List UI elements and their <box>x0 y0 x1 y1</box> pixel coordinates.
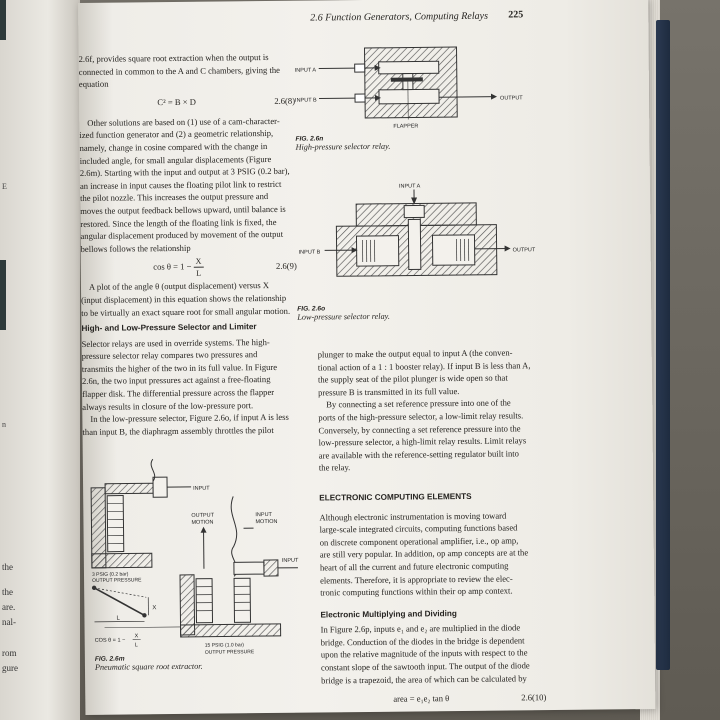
book-cover-edge <box>656 20 670 670</box>
leader-line <box>105 627 181 628</box>
page-number: 225 <box>508 9 524 21</box>
label-input: INPUT <box>193 485 210 492</box>
equation-lhs: cos θ = 1 − <box>153 261 192 272</box>
figure-caption-block <box>295 133 540 152</box>
label-input-b: INPUT B <box>298 249 321 256</box>
text-line: 2.6m). Starting with the input and output at 3 PSIG (0.2 bar), <box>79 165 290 179</box>
equation-number: 2.6(10) <box>521 692 547 703</box>
label-3-psig: 3 PSIG (0.2 bar) <box>91 571 129 578</box>
upper-chamber <box>379 61 439 74</box>
paragraph <box>82 411 298 438</box>
text-line: 2.6n, the two input pressures act against a free-floating <box>81 374 271 387</box>
text-line: tional action of a 1 : 1 booster relay). If input B is less than A, <box>317 359 531 373</box>
equation-2-6-8 <box>79 88 295 116</box>
label-x: X <box>152 605 157 612</box>
output-bellows <box>196 579 212 623</box>
text-line: to be virtually an exact square root for small angular motion. <box>81 305 291 318</box>
flapper-disk <box>391 77 423 81</box>
left-page-fragments <box>2 560 18 676</box>
figure-label: FIG. 2.6o <box>297 305 326 313</box>
text-line: Conversely, by connecting a set reference pressure into the <box>318 422 521 436</box>
text-line: bellows follows the relationship <box>80 242 191 254</box>
equation-body: area = e₁e₂ tan θ <box>393 693 450 704</box>
text-line: an increase in input causes the floating pilot link to restrict <box>79 178 282 191</box>
label-cos: COS θ = 1 − <box>94 637 126 644</box>
paragraph <box>321 621 547 686</box>
text-line: low-pressure selector, a high-limit relay results. Limit relays <box>318 435 527 448</box>
section-heading: High- and Low-Pressure Selector and Limiter <box>81 322 257 334</box>
paragraph <box>319 509 545 600</box>
text-line: moves the output feedback bellows upward, until balance is <box>80 203 286 216</box>
text-line: upon the relative magnitude of the inputs with respect to the <box>320 647 528 660</box>
label-l: L <box>116 615 120 622</box>
text-line: restored. Since the length of the floating link is fixed, the <box>80 216 277 229</box>
text-line: the pilot nozzle. This increases the output pressure and <box>80 191 269 204</box>
left-page-mark: E <box>2 182 7 191</box>
text-line: 2.6f, provides square root extraction when the output is <box>78 51 269 64</box>
label-input-right: INPUT <box>281 557 299 564</box>
input-a-line <box>319 68 379 69</box>
equation-2-6-9 <box>81 253 297 281</box>
text-line: bridge is a trapezoid, the area of which can be calculated by <box>321 672 527 686</box>
figure-caption-block <box>297 303 542 322</box>
text-line: In the low-pressure selector, Figure 2.6o, if input A is less <box>90 412 289 425</box>
text-line: the relay. <box>318 462 351 473</box>
left-fragment: rom <box>2 648 17 658</box>
left-fragment: are. <box>2 602 16 612</box>
left-page-binding <box>0 0 6 40</box>
figure-caption: Low-pressure selector relay. <box>297 311 390 322</box>
lower-chamber <box>379 89 439 104</box>
fraction-bar <box>194 266 204 267</box>
running-header: 2.6 Function Generators, Computing Relays <box>310 10 488 24</box>
pilot-block <box>234 562 264 574</box>
text-line: ports of the high-pressure selector, a low-limit relay results. <box>318 410 524 423</box>
paragraph <box>318 346 544 399</box>
square-root-extractor-diagram <box>83 456 315 663</box>
text-line: constant slope of the sawtooth input. The output of the diode <box>320 660 530 673</box>
label-output-pressure-bottom: OUTPUT PRESSURE <box>204 649 255 656</box>
pilot-plunger <box>408 219 421 269</box>
equation-number: 2.6(9) <box>275 260 297 271</box>
book-page <box>78 0 655 715</box>
input-b-line <box>319 98 379 99</box>
pilot-port <box>264 560 278 576</box>
text-line: pressure selector relay compares two pressures and <box>81 349 258 362</box>
text-line: heart of all the current and future electronic computing <box>319 560 509 573</box>
floating-link <box>94 587 144 616</box>
text-line: are available with the reference-setting regulator built into <box>318 448 520 461</box>
input-bellows <box>234 578 250 622</box>
right-column <box>318 346 547 713</box>
label-input-b: INPUT B <box>295 97 317 104</box>
text-line: A plot of the angle θ (output displacement) versus X <box>88 280 270 293</box>
left-page-binding <box>0 260 6 330</box>
label-output-motion-2: MOTION <box>191 519 214 526</box>
label-output: OUTPUT <box>512 247 536 254</box>
text-line: the supply seat of the pilot plunger is wide open so that <box>317 372 508 385</box>
label-flapper: FLAPPER <box>393 123 419 130</box>
paragraph <box>318 397 544 475</box>
arrow <box>491 94 497 100</box>
arrow <box>505 245 511 251</box>
figure-caption-block <box>95 655 203 672</box>
text-line: always results in closure of the low-pressure port. <box>82 399 254 412</box>
figure-2-6m <box>83 456 315 672</box>
text-line: Although electronic instrumentation is moving toward <box>319 510 507 523</box>
equation-2-6-10 <box>321 684 546 712</box>
text-line: connected in common to the A and C chambers, giving the <box>78 64 280 77</box>
equation-body <box>81 256 276 279</box>
top-arm <box>105 483 153 494</box>
text-line: pressure B is transmitted in its full value. <box>318 385 460 398</box>
text-line: are still very popular. In addition, op amp concepts are at the <box>319 547 529 560</box>
label-output-pressure: OUTPUT PRESSURE <box>92 577 142 584</box>
port-b <box>355 94 365 102</box>
text-line: transmits the higher of the two in its full value. In Figure <box>81 361 278 374</box>
text-line: on discrete component operational amplifier, i.e., op amp, <box>319 535 519 548</box>
paragraph <box>82 335 299 413</box>
paragraph <box>81 279 297 319</box>
text-line: ized function generator and (2) a geometric relationship, <box>79 128 274 141</box>
text-line: flapper disk. The differential pressure across the flapper <box>82 387 275 400</box>
output-line <box>439 97 495 98</box>
high-pressure-selector-diagram <box>294 38 540 131</box>
text-line: elements. Therefore, it is appropriate to review the elec- <box>320 572 513 585</box>
equation-number: 2.6(8) <box>274 96 296 107</box>
port-a <box>355 64 365 72</box>
text-line: Selector relays are used in override systems. The high- <box>81 336 270 349</box>
label-cos-l: L <box>134 642 138 649</box>
text-line: equation <box>78 78 109 90</box>
figure-caption: High-pressure selector relay. <box>295 141 391 152</box>
left-fragment: nal- <box>2 617 16 627</box>
text-line: By connecting a set reference pressure into one of the <box>326 397 511 410</box>
arrowhead <box>201 527 207 533</box>
left-fragment: the <box>2 562 13 572</box>
text-line: Other solutions are based on (1) use of a cam-character- <box>87 115 280 128</box>
equation-body: C² = B × D <box>157 97 197 108</box>
input-a-chamber <box>404 205 424 217</box>
left-page-edge <box>0 0 80 720</box>
text-line: namely, change in cosine compared with the change in <box>79 140 268 153</box>
left-page-mark: n <box>2 420 6 429</box>
numerator: X <box>195 256 202 266</box>
fraction <box>193 256 203 277</box>
figure-2-6o <box>296 178 542 322</box>
label-output-motion: OUTPUT <box>191 512 215 519</box>
label-output: OUTPUT <box>500 95 523 102</box>
text-line: tronic computing functions within their op amp context. <box>320 585 513 598</box>
text-line: In Figure 2.6p, inputs e₁ and e₂ are multiplied in the diode <box>320 622 521 635</box>
label-input-a: INPUT A <box>294 67 317 74</box>
left-column <box>79 51 299 439</box>
nozzle-block <box>153 477 167 497</box>
section-heading: ELECTRONIC COMPUTING ELEMENTS <box>319 491 472 503</box>
text-line: angular displacement produced by movement of the output <box>80 228 284 242</box>
section-heading: Electronic Multiplying and Dividing <box>320 608 457 620</box>
text-line: (input displacement) in this equation shows the relationship <box>81 292 287 305</box>
text-line: large-scale integrated circuits, computing functions based <box>319 522 518 535</box>
text-line: plunger to make the output equal to input A (the conven- <box>317 347 513 360</box>
paragraph <box>79 51 295 91</box>
paragraph <box>79 114 296 255</box>
low-pressure-selector-diagram <box>296 178 542 301</box>
text-line: than input B, the diaphragm assembly throttles the pilot <box>82 424 274 437</box>
figure-2-6n <box>294 38 540 152</box>
left-base <box>92 553 152 568</box>
figure-label: FIG. 2.6n <box>295 135 324 143</box>
middle-base <box>181 624 281 637</box>
figure-caption: Pneumatic square root extractor. <box>94 661 203 672</box>
label-cos-x: X <box>134 633 139 640</box>
label-15-psig: 15 PSIG (1.0 bar) <box>204 642 244 649</box>
figure-label: FIG. 2.6m <box>94 655 125 663</box>
denominator: L <box>196 268 202 278</box>
text-line: bridge. Conduction of the diodes in the bridge is dependent <box>320 635 525 648</box>
label-input-a: INPUT A <box>398 183 421 190</box>
left-fragment: gure <box>2 663 18 673</box>
left-fragment: the <box>2 587 13 597</box>
label-input-motion-2: MOTION <box>255 518 278 526</box>
label-input-motion: INPUT <box>255 511 272 519</box>
text-line: included angle, for small angular displacements (Figure <box>79 153 272 166</box>
